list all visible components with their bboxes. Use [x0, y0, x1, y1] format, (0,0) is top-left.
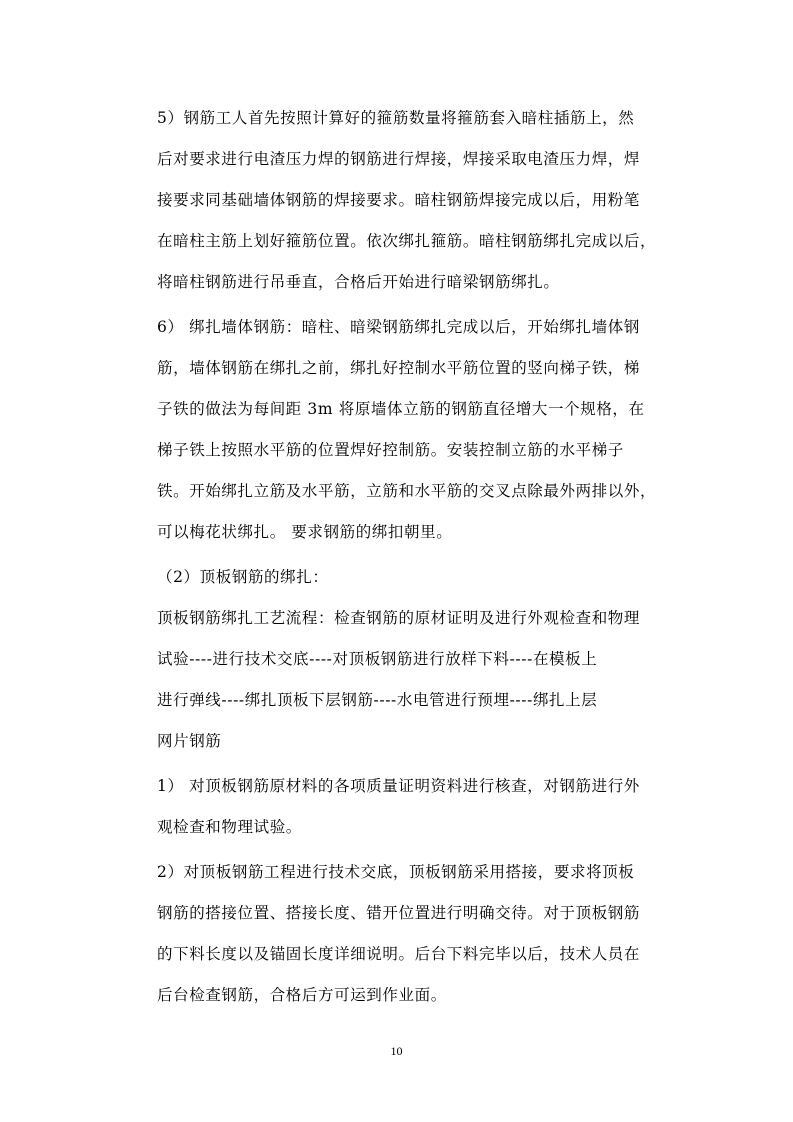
text-line: 观检查和物理试验。 [157, 818, 302, 836]
page-number: 10 [390, 1044, 403, 1058]
text-line: 将暗柱钢筋进行吊垂直，合格后开始进行暗梁钢筋绑扎。 [157, 273, 560, 291]
text-line: 梯子铁上按照水平筋的位置焊好控制筋。安装控制立筋的水平梯子 [157, 441, 624, 459]
text-line: 网片钢筋 [157, 732, 222, 750]
text-line: 2）对顶板钢筋工程进行技术交底，顶板钢筋采用搭接，要求将顶板 [157, 863, 635, 881]
section-heading: （2）顶板钢筋的绑扎： [157, 568, 329, 586]
text-line: 可以梅花状绑扎。 要求钢筋的绑扣朝里。 [157, 523, 453, 541]
text-line: 的下料长度以及锚固长度详细说明。后台下料完毕以后，技术人员在 [157, 945, 641, 963]
text-line: 进行弹线----绑扎顶板下层钢筋----水电管进行预埋----绑扎上层 [157, 691, 598, 709]
text-line: 在暗柱主筋上划好箍筋位置。依次绑扎箍筋。暗柱钢筋绑扎完成以后， [157, 232, 657, 250]
text-line: 试验----进行技术交底----对顶板钢筋进行放样下料----在模板上 [157, 650, 598, 668]
text-line: 1） 对顶板钢筋原材料的各项质量证明资料进行核查，对钢筋进行外 [157, 777, 640, 795]
text-line: 接要求同基础墙体钢筋的焊接要求。暗柱钢筋焊接完成以后，用粉笔 [157, 191, 641, 209]
text-line: 5）钢筋工人首先按照计算好的箍筋数量将箍筋套入暗柱插筋上，然 [157, 109, 635, 127]
text-line: 后台检查钢筋，合格后方可运到作业面。 [157, 986, 447, 1004]
text-line: 6） 绑扎墙体钢筋：暗柱、暗梁钢筋绑扎完成以后，开始绑扎墙体钢 [157, 318, 640, 336]
text-line: 子铁的做法为每间距 3m 将原墙体立筋的钢筋直径增大一个规格，在 [157, 400, 645, 418]
text-line: 钢筋的搭接位置、搭接长度、错开位置进行明确交待。对于顶板钢筋 [157, 904, 641, 922]
text-line: 后对要求进行电渣压力焊的钢筋进行焊接，焊接采取电渣压力焊，焊 [157, 150, 641, 168]
text-line: 顶板钢筋绑扎工艺流程：检查钢筋的原材证明及进行外观检查和物理 [157, 609, 641, 627]
text-line: 铁。开始绑扎立筋及水平筋，立筋和水平筋的交叉点除最外两排以外， [157, 482, 657, 500]
text-line: 筋，墙体钢筋在绑扎之前，绑扎好控制水平筋位置的竖向梯子铁，梯 [157, 359, 641, 377]
